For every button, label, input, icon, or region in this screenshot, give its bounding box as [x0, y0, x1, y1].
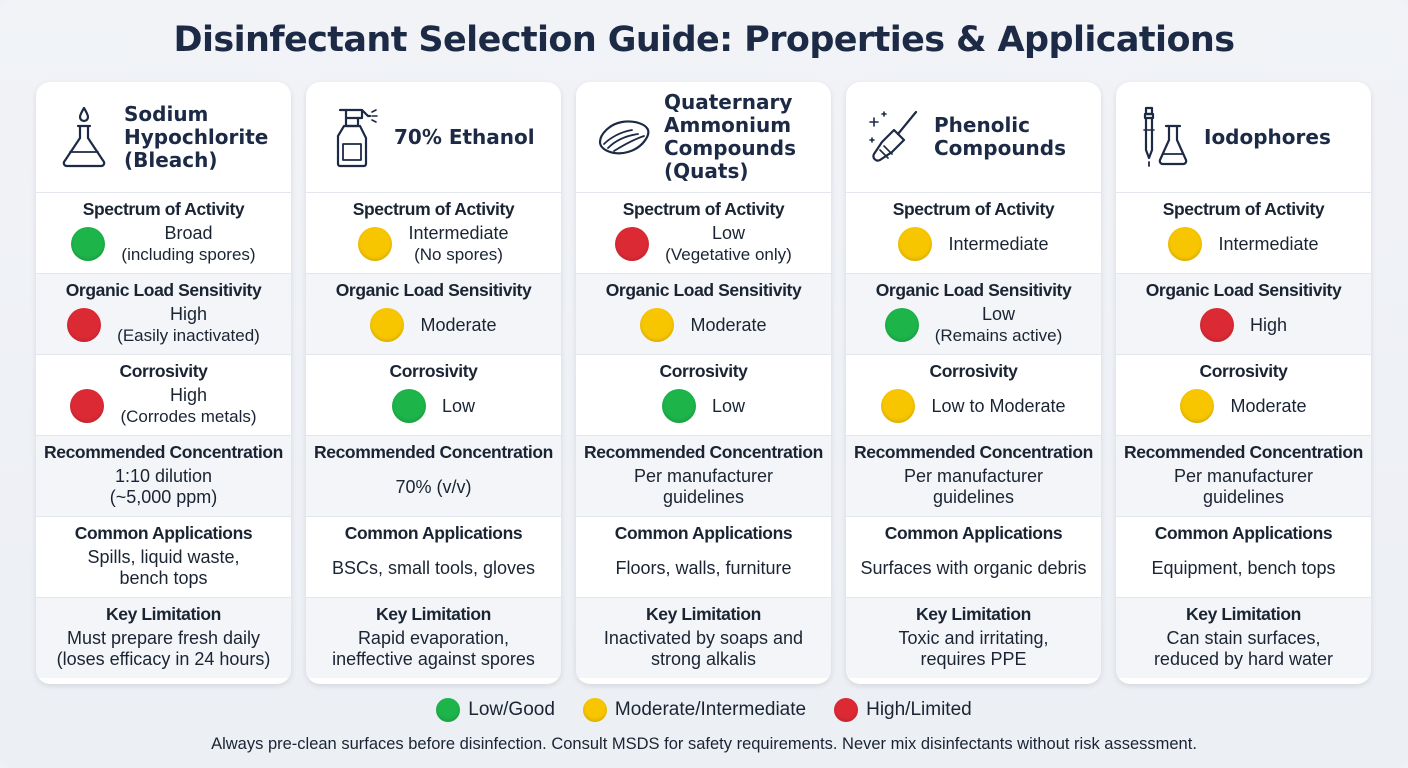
limitation-text: Can stain surfaces, reduced by hard water — [1153, 628, 1334, 669]
concentration-text: Per manufacturer guidelines — [903, 466, 1044, 507]
rating-dot-yellow — [1168, 227, 1202, 261]
legend-label: Low/Good — [468, 699, 555, 720]
legend-label: Moderate/Intermediate — [614, 699, 807, 720]
property-label: Corrosivity — [389, 361, 478, 381]
property-label: Key Limitation — [916, 604, 1031, 624]
property-label: Spectrum of Activity — [352, 199, 515, 219]
property-label: Recommended Concentration — [44, 442, 283, 462]
property-label: Spectrum of Activity — [1162, 199, 1325, 219]
property-row-applications — [576, 516, 831, 597]
rating-dot-yellow — [1180, 389, 1214, 423]
rating-dot-red — [67, 308, 101, 342]
scrub-brush-icon — [864, 102, 924, 172]
property-row-limitation — [846, 597, 1101, 678]
property-value — [846, 462, 1101, 516]
property-row-organic — [36, 273, 291, 354]
rating-text — [690, 315, 766, 336]
property-value — [846, 300, 1101, 354]
rating-note: (Corrodes metals) — [120, 407, 257, 426]
rating-dot-green — [71, 227, 105, 261]
rating-value: Moderate — [690, 314, 767, 335]
property-value — [846, 219, 1101, 273]
property-label: Key Limitation — [376, 604, 491, 624]
disinfectant-cards — [36, 82, 1374, 684]
rating-text — [712, 396, 745, 417]
card-header — [576, 82, 831, 192]
property-label: Spectrum of Activity — [82, 199, 245, 219]
applications-text: Surfaces with organic debris — [860, 557, 1087, 578]
applications-text: BSCs, small tools, gloves — [331, 557, 536, 578]
property-value — [846, 543, 1101, 597]
rating-text — [1250, 315, 1287, 336]
property-row-concentration — [1116, 435, 1371, 516]
rating-text — [948, 234, 1048, 255]
property-value — [36, 219, 291, 273]
concentration-text: 70% (v/v) — [395, 476, 472, 497]
property-value — [576, 624, 831, 678]
applications-text: Equipment, bench tops — [1151, 557, 1336, 578]
property-label: Recommended Concentration — [1124, 442, 1363, 462]
property-label: Corrosivity — [1199, 361, 1288, 381]
property-value — [576, 381, 831, 435]
concentration-text: 1:10 dilution (~5,000 ppm) — [109, 466, 218, 507]
property-value — [1116, 300, 1371, 354]
rating-dot-red — [70, 389, 104, 423]
property-value — [306, 462, 561, 516]
property-row-organic — [846, 273, 1101, 354]
property-value — [306, 219, 561, 273]
property-row-spectrum — [306, 192, 561, 273]
rating-dot-green — [662, 389, 696, 423]
legend-dot-green — [436, 698, 460, 722]
rating-text — [420, 315, 496, 336]
property-row-corrosivity — [36, 354, 291, 435]
limitation-text: Rapid evaporation, ineffective against spores — [332, 628, 535, 669]
rating-note: (including spores) — [121, 245, 256, 264]
rating-value: Low to Moderate — [931, 395, 1066, 416]
disinfectant-name: Quaternary Ammonium Compounds (Quats) — [664, 90, 797, 183]
applications-text: Floors, walls, furniture — [615, 557, 792, 578]
legend-dot-yellow — [583, 698, 607, 722]
property-row-limitation — [576, 597, 831, 678]
cloth-icon — [594, 102, 654, 172]
property-label: Organic Load Sensitivity — [1145, 280, 1342, 300]
rating-text — [1230, 396, 1306, 417]
page-title: Disinfectant Selection Guide: Properties & Applications — [173, 20, 1235, 60]
property-label: Recommended Concentration — [584, 442, 823, 462]
property-row-limitation — [306, 597, 561, 678]
disinfectant-card — [576, 82, 831, 684]
property-row-corrosivity — [846, 354, 1101, 435]
property-value — [1116, 381, 1371, 435]
property-value — [576, 219, 831, 273]
rating-value: Low — [711, 395, 746, 416]
property-value — [1116, 624, 1371, 678]
disinfectant-card — [1116, 82, 1371, 684]
property-row-corrosivity — [576, 354, 831, 435]
property-row-spectrum — [576, 192, 831, 273]
property-row-applications — [846, 516, 1101, 597]
safety-footnote: Always pre-clean surfaces before disinfection. Consult MSDS for safety requirements. Never mix disinfectants without risk assessment. — [211, 735, 1197, 753]
rating-value: Intermediate — [948, 233, 1049, 254]
rating-value: Intermediate — [1218, 233, 1319, 254]
limitation-text: Toxic and irritating, requires PPE — [898, 628, 1049, 669]
property-row-corrosivity — [306, 354, 561, 435]
property-value — [576, 462, 831, 516]
card-header — [306, 82, 561, 192]
property-row-concentration — [846, 435, 1101, 516]
property-value — [1116, 543, 1371, 597]
rating-legend — [0, 698, 1408, 722]
limitation-text: Inactivated by soaps and strong alkalis — [603, 628, 804, 669]
property-label: Common Applications — [74, 523, 253, 543]
rating-text — [117, 304, 260, 346]
property-value — [306, 624, 561, 678]
rating-note: (Remains active) — [934, 326, 1063, 345]
property-value — [36, 462, 291, 516]
property-row-spectrum — [36, 192, 291, 273]
property-label: Common Applications — [884, 523, 1063, 543]
rating-dot-yellow — [881, 389, 915, 423]
applications-text: Spills, liquid waste, bench tops — [87, 547, 240, 588]
rating-dot-red — [615, 227, 649, 261]
property-row-organic — [576, 273, 831, 354]
property-value — [1116, 462, 1371, 516]
rating-value: High — [169, 385, 207, 405]
rating-text — [931, 396, 1065, 417]
property-value — [846, 624, 1101, 678]
property-label: Organic Load Sensitivity — [335, 280, 532, 300]
rating-text — [120, 385, 256, 427]
concentration-text: Per manufacturer guidelines — [1173, 466, 1314, 507]
rating-dot-yellow — [370, 308, 404, 342]
property-row-organic — [306, 273, 561, 354]
rating-note: (Easily inactivated) — [117, 326, 260, 345]
property-label: Spectrum of Activity — [622, 199, 785, 219]
rating-value: High — [169, 304, 207, 324]
rating-value: Moderate — [1230, 395, 1307, 416]
property-row-applications — [36, 516, 291, 597]
property-row-applications — [306, 516, 561, 597]
property-row-concentration — [306, 435, 561, 516]
rating-text — [665, 223, 792, 265]
rating-value: Low — [711, 223, 745, 243]
property-value — [846, 381, 1101, 435]
disinfectant-name: Phenolic Compounds — [934, 113, 1067, 160]
legend-item-red — [834, 698, 972, 722]
property-label: Organic Load Sensitivity — [605, 280, 802, 300]
rating-value: Low — [441, 395, 476, 416]
rating-dot-yellow — [898, 227, 932, 261]
property-row-limitation — [36, 597, 291, 678]
card-header — [1116, 82, 1371, 192]
property-value — [36, 381, 291, 435]
card-header — [846, 82, 1101, 192]
disinfectant-card — [36, 82, 291, 684]
legend-dot-red — [834, 698, 858, 722]
rating-value: Intermediate — [408, 223, 509, 243]
rating-text — [121, 223, 255, 265]
property-value — [1116, 219, 1371, 273]
rating-dot-red — [1200, 308, 1234, 342]
property-label: Key Limitation — [106, 604, 221, 624]
flask-drop-icon — [54, 102, 114, 172]
property-row-corrosivity — [1116, 354, 1371, 435]
rating-value: Low — [981, 304, 1015, 324]
property-value — [36, 543, 291, 597]
card-header — [36, 82, 291, 192]
concentration-text: Per manufacturer guidelines — [633, 466, 774, 507]
rating-dot-green — [885, 308, 919, 342]
property-row-organic — [1116, 273, 1371, 354]
property-label: Common Applications — [614, 523, 793, 543]
property-label: Key Limitation — [646, 604, 761, 624]
property-row-concentration — [36, 435, 291, 516]
property-label: Organic Load Sensitivity — [875, 280, 1072, 300]
rating-dot-yellow — [640, 308, 674, 342]
dropper-flask-icon — [1134, 102, 1194, 172]
spray-bottle-icon — [324, 102, 384, 172]
property-value — [576, 543, 831, 597]
property-row-spectrum — [846, 192, 1101, 273]
property-label: Corrosivity — [929, 361, 1018, 381]
rating-dot-yellow — [358, 227, 392, 261]
property-label: Recommended Concentration — [854, 442, 1093, 462]
legend-item-yellow — [583, 698, 806, 722]
property-label: Organic Load Sensitivity — [65, 280, 262, 300]
legend-label: High/Limited — [866, 699, 972, 720]
property-value — [36, 624, 291, 678]
property-value — [576, 300, 831, 354]
rating-note: (No spores) — [414, 245, 503, 264]
disinfectant-name: Iodophores — [1204, 124, 1331, 149]
rating-text — [1218, 234, 1318, 255]
property-label: Key Limitation — [1186, 604, 1301, 624]
property-label: Common Applications — [344, 523, 523, 543]
rating-value: High — [1249, 314, 1288, 335]
rating-dot-green — [392, 389, 426, 423]
rating-value: Broad — [164, 223, 213, 243]
property-value — [306, 543, 561, 597]
rating-text — [442, 396, 475, 417]
rating-note: (Vegetative only) — [665, 245, 792, 264]
property-row-spectrum — [1116, 192, 1371, 273]
property-value — [306, 300, 561, 354]
property-value — [36, 300, 291, 354]
property-label: Spectrum of Activity — [892, 199, 1055, 219]
property-label: Recommended Concentration — [314, 442, 553, 462]
property-label: Corrosivity — [659, 361, 748, 381]
property-label: Corrosivity — [119, 361, 208, 381]
property-label: Common Applications — [1154, 523, 1333, 543]
disinfectant-card — [846, 82, 1101, 684]
rating-text — [408, 223, 508, 265]
limitation-text: Must prepare fresh daily (loses efficacy in 24 hours) — [56, 628, 271, 669]
property-value — [306, 381, 561, 435]
property-row-concentration — [576, 435, 831, 516]
disinfectant-name: 70% Ethanol — [394, 124, 535, 149]
property-row-limitation — [1116, 597, 1371, 678]
rating-value: Moderate — [420, 314, 497, 335]
property-row-applications — [1116, 516, 1371, 597]
rating-text — [935, 304, 1063, 346]
disinfectant-name: Sodium Hypochlorite (Bleach) — [124, 101, 269, 172]
legend-item-green — [436, 698, 555, 722]
disinfectant-card — [306, 82, 561, 684]
